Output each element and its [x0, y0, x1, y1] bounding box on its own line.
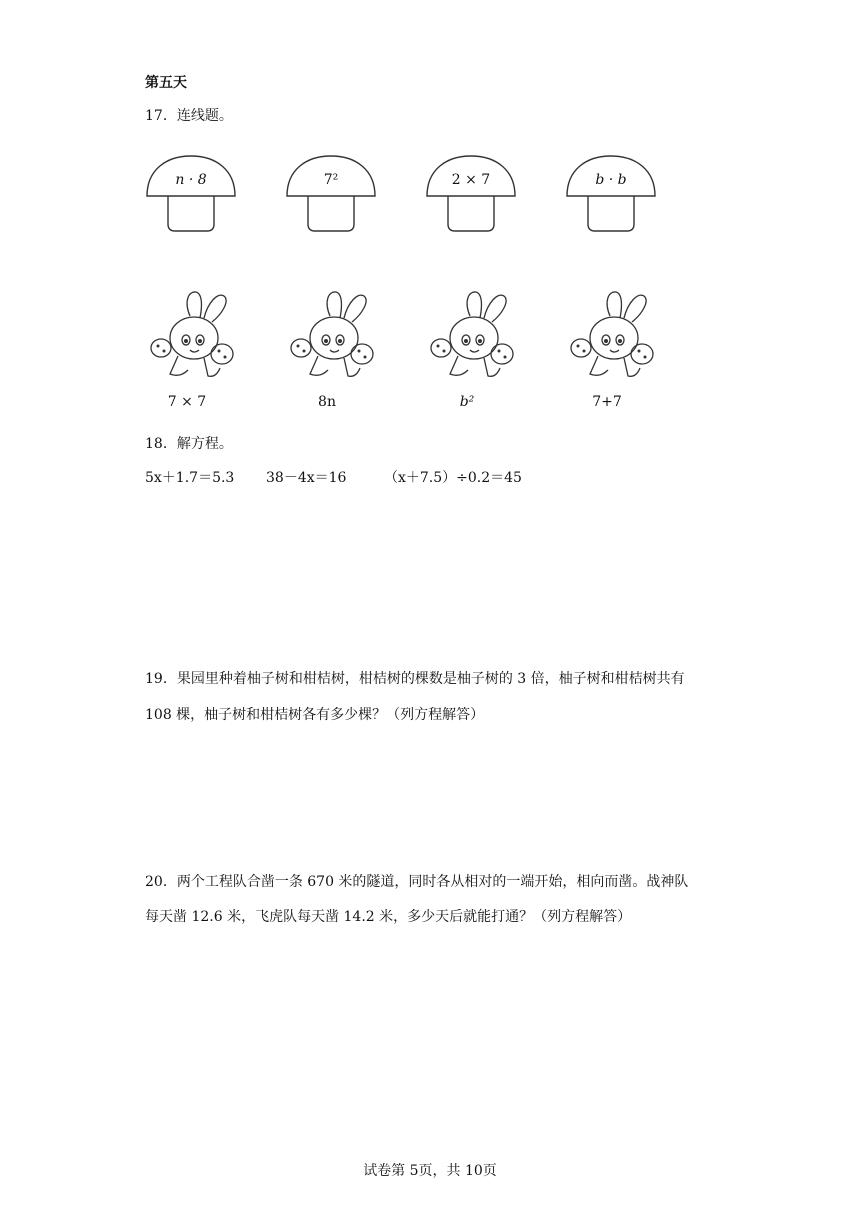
mushroom-icon — [564, 152, 658, 234]
mushroom-label: 2 × 7 — [451, 172, 491, 188]
mushroom-label: 7² — [323, 172, 339, 188]
rabbit-label-2: 8n — [318, 394, 336, 410]
section-heading: 第五天 — [145, 75, 187, 91]
mushroom-icon — [424, 152, 518, 234]
mushroom-4[interactable] — [564, 152, 658, 234]
question-19-line-1: 19．果园里种着柚子树和柑桔树，柑桔树的棵数是柚子树的 3 倍，柚子树和柑桔树共有 — [145, 671, 685, 687]
rabbit-icon — [284, 288, 378, 383]
mushroom-3[interactable] — [424, 152, 518, 234]
rabbit-2[interactable] — [284, 288, 378, 383]
mushroom-icon — [284, 152, 378, 234]
mushroom-icon — [144, 152, 238, 234]
rabbit-icon — [144, 288, 238, 383]
mushroom-label: b · b — [595, 172, 627, 188]
question-17: 17．连线题。 — [145, 108, 233, 124]
mushroom-1[interactable] — [144, 152, 238, 234]
rabbit-4[interactable] — [564, 288, 658, 383]
rabbit-label-3: b² — [459, 394, 475, 410]
question-20-line-1: 20．两个工程队合凿一条 670 米的隧道，同时各从相对的一端开始，相向而凿。战神队 — [145, 874, 689, 890]
rabbit-1[interactable] — [144, 288, 238, 383]
rabbit-icon — [564, 288, 658, 383]
rabbit-label-4: 7+7 — [592, 394, 622, 410]
question-18: 18．解方程。 — [145, 436, 233, 452]
mushroom-label: n · 8 — [175, 172, 207, 188]
rabbit-3[interactable] — [424, 288, 518, 383]
rabbit-icon — [424, 288, 518, 383]
question-20-line-2: 每天凿 12.6 米，飞虎队每天凿 14.2 米，多少天后就能打通？（列方程解答） — [145, 909, 632, 925]
mushroom-2[interactable] — [284, 152, 378, 234]
equation-3: （x＋7.5）÷0.2＝45 — [384, 470, 522, 486]
question-19-line-2: 108 棵，柚子树和柑桔树各有多少棵？（列方程解答） — [145, 707, 485, 723]
equation-2: 38－4x＝16 — [266, 470, 347, 486]
page-footer: 试卷第 5页，共 10页 — [363, 1163, 497, 1179]
rabbit-label-1: 7 × 7 — [167, 394, 207, 410]
equation-1: 5x＋1.7＝5.3 — [145, 470, 235, 486]
